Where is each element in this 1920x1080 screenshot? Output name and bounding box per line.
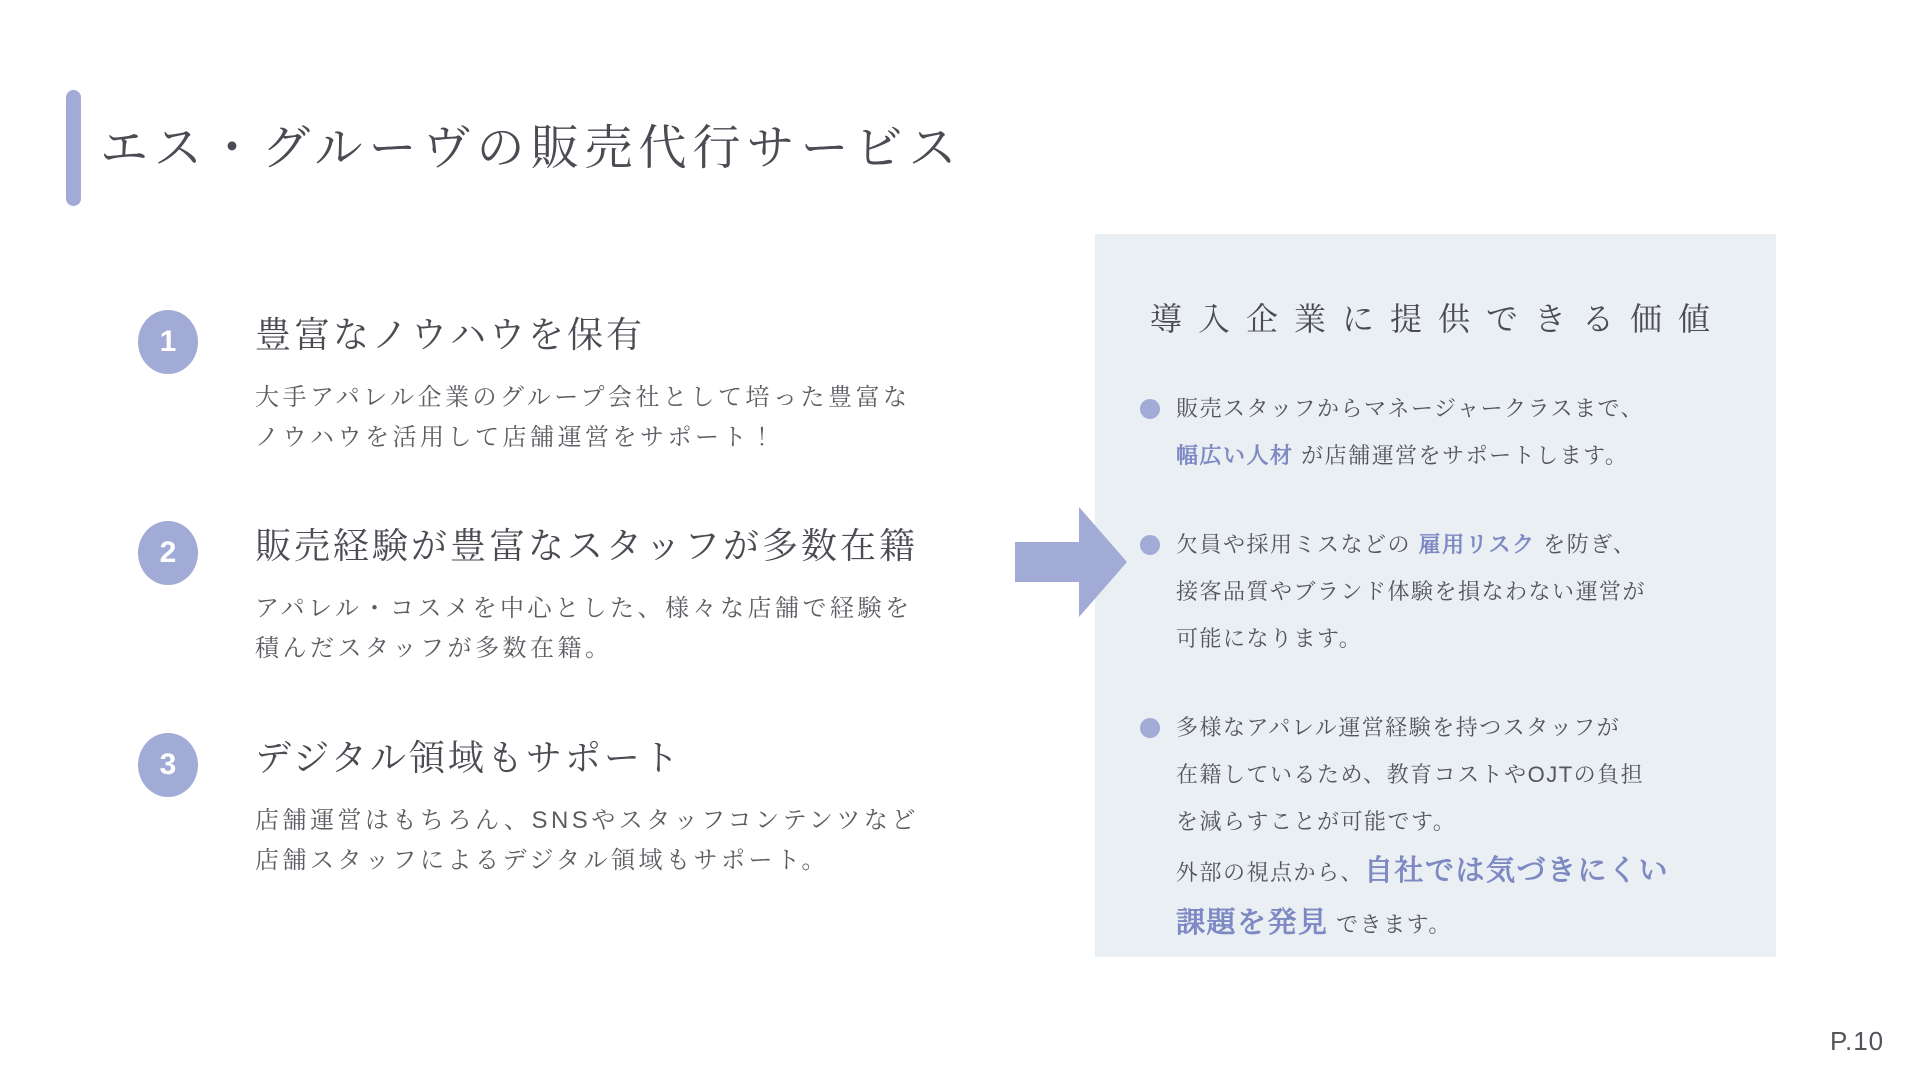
feature-1-body — [255, 378, 911, 458]
bullet-2-accent: 雇用リスク — [1418, 532, 1536, 557]
bullet-dot-icon — [1140, 399, 1160, 419]
value-panel — [1095, 234, 1776, 957]
value-bullet-3 — [1140, 704, 1736, 949]
feature-3-body-line1: 店舗運営はもちろん、SNSやスタッフコンテンツなど — [255, 807, 919, 834]
bullet-3-accent-line2: 課題を発見 — [1176, 907, 1329, 939]
feature-2-body-line2: 積んだスタッフが多数在籍。 — [255, 635, 613, 662]
value-bullet-1 — [1140, 385, 1736, 479]
bullet-2-seg-3: を防ぎ、 — [1535, 532, 1637, 557]
feature-3-number: 3 — [159, 748, 177, 781]
arrow-shaft — [1015, 542, 1081, 582]
feature-3-heading: デジタル領域もサポート — [255, 737, 682, 778]
bullet-3-seg-2: 在籍しているため、教育コストやOJTの負担 — [1176, 762, 1645, 787]
feature-2-body-line1: アパレル・コスメを中心とした、様々な店舗で経験を — [255, 595, 913, 622]
arrow-head — [1079, 507, 1127, 617]
feature-item-1 — [138, 310, 911, 458]
bullet-3-seg-1: 多様なアパレル運営経験を持つスタッフが — [1176, 715, 1621, 740]
feature-3-number-badge — [138, 733, 198, 797]
bullet-1-accent: 幅広い人材 — [1176, 443, 1294, 468]
value-bullet-2 — [1140, 521, 1736, 662]
feature-1-number: 1 — [159, 325, 177, 358]
bullet-3-seg-4: 外部の視点から、 — [1176, 860, 1365, 885]
title-accent-bar — [66, 90, 81, 206]
slide-title: エス・グルーヴの販売代行サービス — [100, 122, 963, 175]
page-number: P.10 — [1830, 1026, 1885, 1056]
value-bullet-3-text — [1176, 704, 1669, 949]
bullet-2-seg-5: 可能になります。 — [1176, 626, 1363, 651]
value-bullet-1-text — [1176, 385, 1644, 479]
bullet-dot-icon — [1140, 718, 1160, 738]
feature-3-body-line2: 店舗スタッフによるデジタル領域もサポート。 — [255, 847, 829, 874]
feature-item-3 — [138, 733, 919, 881]
feature-1-body-line2: ノウハウを活用して店舗運営をサポート！ — [255, 424, 778, 451]
feature-3-text — [255, 733, 919, 881]
bullet-dot-icon — [1140, 535, 1160, 555]
feature-2-number-badge — [138, 521, 198, 585]
value-panel-title: 導入企業に提供できる価値 — [1149, 301, 1726, 337]
feature-item-2 — [138, 521, 918, 669]
bullet-2-seg-4: 接客品質やブランド体験を損なわない運営が — [1176, 579, 1647, 604]
feature-1-text — [255, 310, 911, 458]
bullet-1-seg-1: 販売スタッフからマネージャークラスまで、 — [1176, 396, 1645, 421]
bullet-3-accent-line1: 自社では気づきにくい — [1364, 855, 1670, 887]
bullet-2-seg-1: 欠員や採用ミスなどの — [1176, 532, 1419, 557]
right-arrow-icon — [1015, 507, 1125, 617]
bullet-1-seg-3: が店舗運営をサポートします。 — [1293, 443, 1629, 468]
feature-2-body — [255, 589, 918, 669]
feature-2-text — [255, 521, 918, 669]
feature-1-number-badge — [138, 310, 198, 374]
feature-1-body-line1: 大手アパレル企業のグループ会社として培った豊富な — [255, 384, 911, 411]
feature-3-body — [255, 801, 919, 881]
value-bullet-2-text — [1176, 521, 1646, 662]
feature-2-heading: 販売経験が豊富なスタッフが多数在籍 — [255, 525, 919, 566]
feature-1-heading: 豊富なノウハウを保有 — [255, 314, 646, 355]
feature-2-number: 2 — [159, 536, 177, 569]
bullet-3-seg-3: を減らすことが可能です。 — [1176, 809, 1457, 834]
bullet-3-seg-7: できます。 — [1328, 912, 1452, 937]
